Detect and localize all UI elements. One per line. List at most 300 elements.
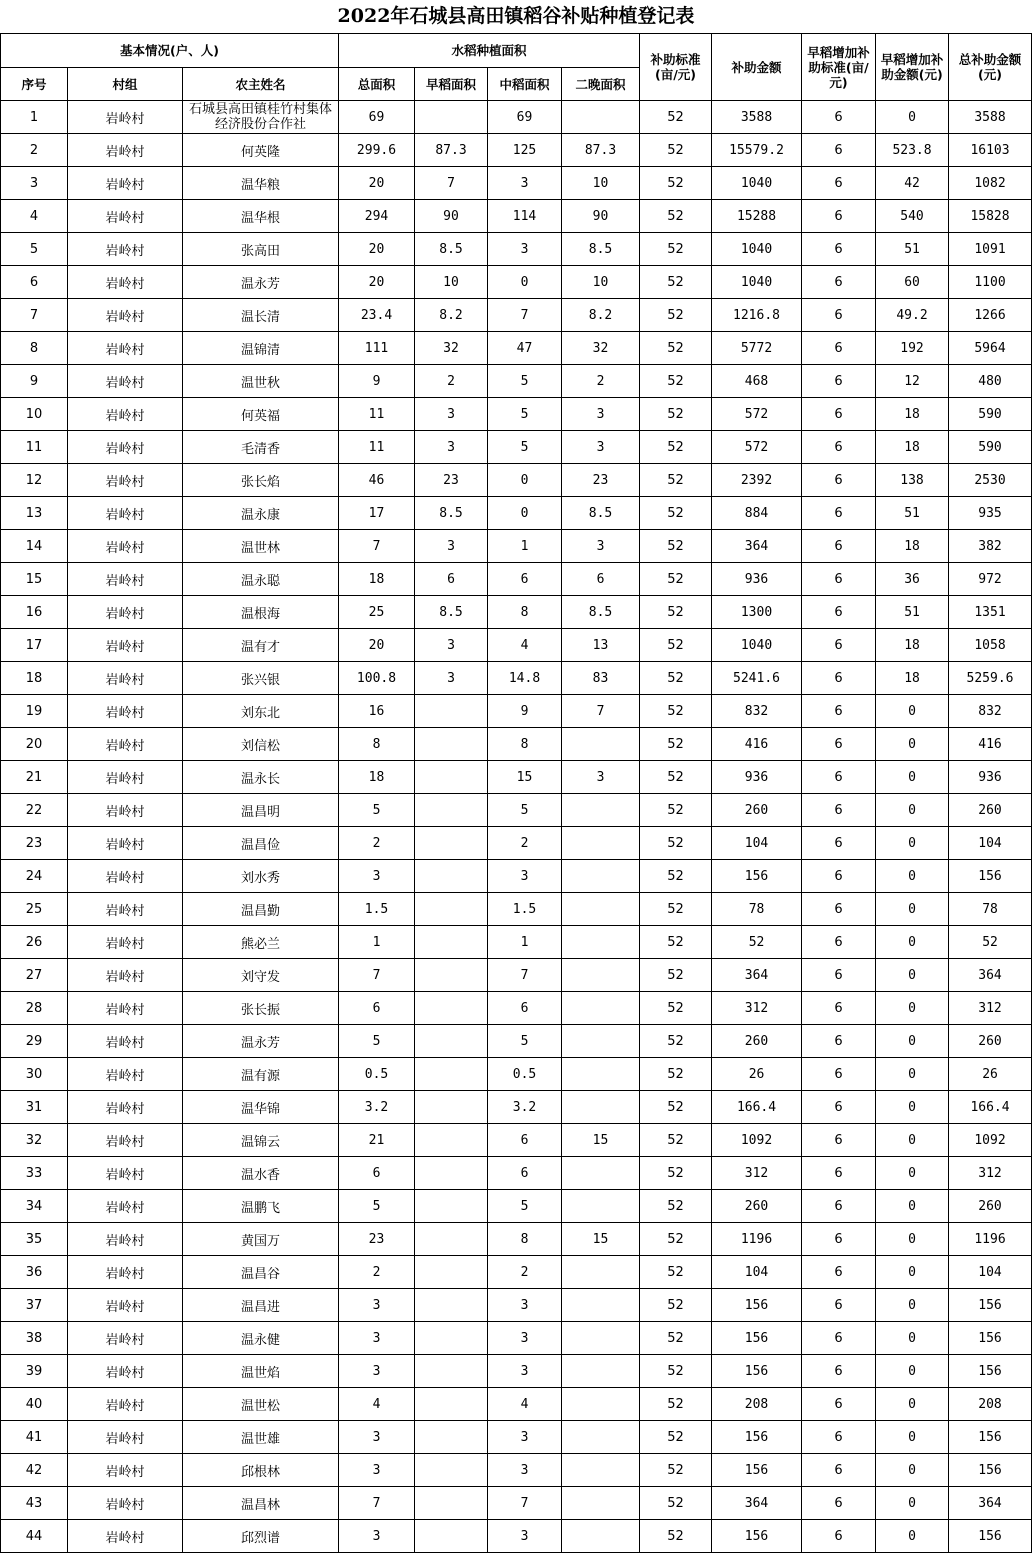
table-row	[1, 332, 1032, 365]
late-area-cell	[562, 728, 640, 761]
subsidy-amount-cell: 104	[712, 1256, 802, 1289]
early-area-cell: 3	[415, 398, 488, 431]
late-area-cell	[562, 1256, 640, 1289]
subsidy-amount-cell: 15288	[712, 200, 802, 233]
farmer-name-cell: 温昌俭	[183, 827, 339, 860]
table-row	[1, 563, 1032, 596]
early-area-cell	[415, 893, 488, 926]
subsidy-amount-cell: 15579.2	[712, 134, 802, 167]
total-area-cell: 1.5	[339, 893, 415, 926]
late-area-cell: 8.2	[562, 299, 640, 332]
village-cell: 岩岭村	[68, 662, 183, 695]
table-row	[1, 1190, 1032, 1223]
late-area-cell	[562, 1190, 640, 1223]
subsidy-amount-cell: 52	[712, 926, 802, 959]
early-area-cell: 10	[415, 266, 488, 299]
subsidy-amount-cell: 1040	[712, 266, 802, 299]
village-cell: 岩岭村	[68, 1421, 183, 1454]
total-amount-cell: 156	[949, 1421, 1032, 1454]
mid-area-cell: 8	[488, 1223, 562, 1256]
mid-area-cell: 4	[488, 629, 562, 662]
seq-cell: 28	[1, 992, 68, 1025]
mid-area-cell: 9	[488, 695, 562, 728]
total-amount-cell: 208	[949, 1388, 1032, 1421]
farmer-name-cell: 黄国万	[183, 1223, 339, 1256]
total-amount-cell: 1100	[949, 266, 1032, 299]
total-area-cell: 69	[339, 101, 415, 134]
subsidy-amount-cell: 104	[712, 827, 802, 860]
early-amount-cell: 0	[876, 728, 949, 761]
seq-cell: 37	[1, 1289, 68, 1322]
subsidy-standard-cell: 52	[640, 695, 712, 728]
total-area-cell: 5	[339, 1190, 415, 1223]
total-area-cell: 20	[339, 266, 415, 299]
seq-cell: 31	[1, 1091, 68, 1124]
village-cell: 岩岭村	[68, 1157, 183, 1190]
total-amount-cell: 78	[949, 893, 1032, 926]
total-area-cell: 0.5	[339, 1058, 415, 1091]
subsidy-standard-cell: 52	[640, 530, 712, 563]
early-standard-cell: 6	[802, 695, 876, 728]
total-area-cell: 5	[339, 1025, 415, 1058]
early-area-cell	[415, 1091, 488, 1124]
early-area-cell: 87.3	[415, 134, 488, 167]
subsidy-standard-cell: 52	[640, 464, 712, 497]
total-amount-cell: 156	[949, 1355, 1032, 1388]
early-amount-cell: 523.8	[876, 134, 949, 167]
farmer-name-cell: 石城县高田镇桂竹村集体经济股份合作社	[183, 101, 339, 134]
subsidy-amount-cell: 1092	[712, 1124, 802, 1157]
subsidy-standard-cell: 52	[640, 1322, 712, 1355]
late-area-cell: 3	[562, 431, 640, 464]
village-cell: 岩岭村	[68, 134, 183, 167]
total-amount-cell: 590	[949, 431, 1032, 464]
village-cell: 岩岭村	[68, 596, 183, 629]
early-standard-cell: 6	[802, 860, 876, 893]
mid-area-cell: 5	[488, 794, 562, 827]
seq-cell: 3	[1, 167, 68, 200]
early-area-cell: 6	[415, 563, 488, 596]
early-area-cell	[415, 1520, 488, 1553]
subsidy-standard-cell: 52	[640, 794, 712, 827]
table-row	[1, 1091, 1032, 1124]
early-amount-cell: 42	[876, 167, 949, 200]
total-area-cell: 25	[339, 596, 415, 629]
subsidy-amount-cell: 416	[712, 728, 802, 761]
early-standard-cell: 6	[802, 1223, 876, 1256]
early-area-cell	[415, 1025, 488, 1058]
early-standard-cell: 6	[802, 431, 876, 464]
mid-area-cell: 3	[488, 1421, 562, 1454]
early-amount-cell: 0	[876, 794, 949, 827]
total-amount-cell: 1266	[949, 299, 1032, 332]
total-area-cell: 16	[339, 695, 415, 728]
subsidy-amount-cell: 1040	[712, 629, 802, 662]
mid-area-cell: 0	[488, 497, 562, 530]
mid-area-cell: 15	[488, 761, 562, 794]
early-standard-cell: 6	[802, 530, 876, 563]
farmer-name-cell: 刘信松	[183, 728, 339, 761]
early-amount-cell: 0	[876, 1058, 949, 1091]
subsidy-amount-cell: 364	[712, 530, 802, 563]
village-cell: 岩岭村	[68, 959, 183, 992]
late-area-cell: 3	[562, 530, 640, 563]
table-row	[1, 101, 1032, 134]
village-cell: 岩岭村	[68, 1454, 183, 1487]
early-amount-cell: 18	[876, 530, 949, 563]
subsidy-amount-cell: 1216.8	[712, 299, 802, 332]
village-cell: 岩岭村	[68, 464, 183, 497]
late-area-cell	[562, 1355, 640, 1388]
early-amount-cell: 0	[876, 1289, 949, 1322]
mid-area-cell: 8	[488, 596, 562, 629]
seq-cell: 33	[1, 1157, 68, 1190]
late-area-cell: 83	[562, 662, 640, 695]
total-amount-cell: 3588	[949, 101, 1032, 134]
total-amount-cell: 832	[949, 695, 1032, 728]
early-area-cell: 8.2	[415, 299, 488, 332]
farmer-name-cell: 温昌谷	[183, 1256, 339, 1289]
mid-area-cell: 7	[488, 1487, 562, 1520]
farmer-name-cell: 温长清	[183, 299, 339, 332]
mid-area-cell: 3	[488, 1289, 562, 1322]
total-amount-cell: 1058	[949, 629, 1032, 662]
early-area-cell: 8.5	[415, 233, 488, 266]
mid-area-cell: 0.5	[488, 1058, 562, 1091]
subsidy-standard-cell: 52	[640, 563, 712, 596]
mid-area-cell: 3	[488, 233, 562, 266]
total-area-cell: 20	[339, 233, 415, 266]
mid-area-cell: 6	[488, 992, 562, 1025]
table-row	[1, 893, 1032, 926]
table-row	[1, 299, 1032, 332]
table-row	[1, 1157, 1032, 1190]
seq-cell: 42	[1, 1454, 68, 1487]
mid-area-cell: 5	[488, 365, 562, 398]
village-cell: 岩岭村	[68, 1223, 183, 1256]
subsidy-amount-cell: 936	[712, 761, 802, 794]
table-row	[1, 1223, 1032, 1256]
total-area-cell: 1	[339, 926, 415, 959]
total-amount-cell: 312	[949, 992, 1032, 1025]
village-cell: 岩岭村	[68, 431, 183, 464]
table-row	[1, 596, 1032, 629]
village-cell: 岩岭村	[68, 1256, 183, 1289]
total-area-cell: 111	[339, 332, 415, 365]
seq-cell: 19	[1, 695, 68, 728]
early-area-cell	[415, 1289, 488, 1322]
total-area-cell: 23	[339, 1223, 415, 1256]
village-cell: 岩岭村	[68, 332, 183, 365]
table-row	[1, 761, 1032, 794]
subsidy-standard-cell: 52	[640, 1058, 712, 1091]
late-area-cell: 6	[562, 563, 640, 596]
subsidy-standard-cell: 52	[640, 992, 712, 1025]
mid-area-cell: 4	[488, 1388, 562, 1421]
early-standard-cell: 6	[802, 992, 876, 1025]
mid-area-cell: 0	[488, 464, 562, 497]
subsidy-amount-cell: 1300	[712, 596, 802, 629]
early-standard-cell: 6	[802, 200, 876, 233]
early-area-cell: 32	[415, 332, 488, 365]
subsidy-standard-cell: 52	[640, 1421, 712, 1454]
farmer-name-cell: 温华锦	[183, 1091, 339, 1124]
total-amount-cell: 166.4	[949, 1091, 1032, 1124]
late-area-cell	[562, 893, 640, 926]
mid-area-cell: 7	[488, 299, 562, 332]
total-amount-cell: 156	[949, 1322, 1032, 1355]
early-standard-cell: 6	[802, 167, 876, 200]
early-area-cell: 23	[415, 464, 488, 497]
subsidy-amount-cell: 156	[712, 1322, 802, 1355]
mid-area-cell: 5	[488, 431, 562, 464]
seq-cell: 22	[1, 794, 68, 827]
early-area-cell	[415, 1223, 488, 1256]
table-row	[1, 827, 1032, 860]
seq-cell: 7	[1, 299, 68, 332]
total-area-cell: 100.8	[339, 662, 415, 695]
early-area-cell	[415, 860, 488, 893]
total-area-cell: 3	[339, 1355, 415, 1388]
seq-cell: 40	[1, 1388, 68, 1421]
late-area-cell: 8.5	[562, 596, 640, 629]
seq-cell: 30	[1, 1058, 68, 1091]
mid-area-cell: 6	[488, 1157, 562, 1190]
total-amount-cell: 156	[949, 1454, 1032, 1487]
mid-area-cell: 3	[488, 1520, 562, 1553]
early-area-cell	[415, 992, 488, 1025]
early-standard-cell: 6	[802, 596, 876, 629]
village-cell: 岩岭村	[68, 992, 183, 1025]
subsidy-standard-cell: 52	[640, 398, 712, 431]
subsidy-standard-cell: 52	[640, 1091, 712, 1124]
subsidy-amount-cell: 260	[712, 794, 802, 827]
early-amount-cell: 0	[876, 1520, 949, 1553]
early-standard-cell: 6	[802, 1157, 876, 1190]
subsidy-standard-cell: 52	[640, 365, 712, 398]
seq-cell: 23	[1, 827, 68, 860]
table-row	[1, 1124, 1032, 1157]
farmer-name-cell: 温永聪	[183, 563, 339, 596]
early-amount-cell: 0	[876, 1256, 949, 1289]
late-area-cell: 90	[562, 200, 640, 233]
early-amount-cell: 0	[876, 695, 949, 728]
late-area-cell	[562, 1388, 640, 1421]
farmer-name-cell: 温有才	[183, 629, 339, 662]
total-amount-cell: 156	[949, 1289, 1032, 1322]
header-rice-area: 水稻种植面积	[339, 34, 640, 68]
early-area-cell: 90	[415, 200, 488, 233]
early-area-cell: 3	[415, 629, 488, 662]
early-area-cell	[415, 794, 488, 827]
early-area-cell	[415, 728, 488, 761]
early-amount-cell: 0	[876, 1355, 949, 1388]
early-amount-cell: 0	[876, 1157, 949, 1190]
subsidy-amount-cell: 5772	[712, 332, 802, 365]
late-area-cell: 10	[562, 266, 640, 299]
total-area-cell: 21	[339, 1124, 415, 1157]
early-area-cell	[415, 827, 488, 860]
total-amount-cell: 2530	[949, 464, 1032, 497]
village-cell: 岩岭村	[68, 563, 183, 596]
mid-area-cell: 3	[488, 1454, 562, 1487]
farmer-name-cell: 温世雄	[183, 1421, 339, 1454]
subsidy-amount-cell: 156	[712, 860, 802, 893]
seq-cell: 14	[1, 530, 68, 563]
table-row	[1, 1322, 1032, 1355]
mid-area-cell: 69	[488, 101, 562, 134]
table-row	[1, 530, 1032, 563]
village-cell: 岩岭村	[68, 1388, 183, 1421]
subsidy-standard-cell: 52	[640, 1025, 712, 1058]
early-amount-cell: 51	[876, 596, 949, 629]
subsidy-standard-cell: 52	[640, 167, 712, 200]
total-amount-cell: 15828	[949, 200, 1032, 233]
subsidy-amount-cell: 1196	[712, 1223, 802, 1256]
early-standard-cell: 6	[802, 1388, 876, 1421]
late-area-cell	[562, 1454, 640, 1487]
total-area-cell: 23.4	[339, 299, 415, 332]
early-amount-cell: 0	[876, 1091, 949, 1124]
mid-area-cell: 2	[488, 827, 562, 860]
total-area-cell: 11	[339, 431, 415, 464]
early-area-cell: 8.5	[415, 596, 488, 629]
mid-area-cell: 6	[488, 1124, 562, 1157]
header-mid-area: 中稻面积	[488, 68, 562, 101]
seq-cell: 2	[1, 134, 68, 167]
village-cell: 岩岭村	[68, 1091, 183, 1124]
early-standard-cell: 6	[802, 893, 876, 926]
seq-cell: 21	[1, 761, 68, 794]
table-row	[1, 1058, 1032, 1091]
farmer-name-cell: 张长振	[183, 992, 339, 1025]
early-standard-cell: 6	[802, 1256, 876, 1289]
subsidy-amount-cell: 260	[712, 1025, 802, 1058]
farmer-name-cell: 温世林	[183, 530, 339, 563]
farmer-name-cell: 毛清香	[183, 431, 339, 464]
table-row	[1, 200, 1032, 233]
page-title: 2022年石城县高田镇稻谷补贴种植登记表	[337, 5, 695, 27]
farmer-name-cell: 温锦清	[183, 332, 339, 365]
total-amount-cell: 312	[949, 1157, 1032, 1190]
subsidy-amount-cell: 156	[712, 1355, 802, 1388]
mid-area-cell: 6	[488, 563, 562, 596]
early-standard-cell: 6	[802, 1454, 876, 1487]
seq-cell: 18	[1, 662, 68, 695]
farmer-name-cell: 温世焰	[183, 1355, 339, 1388]
early-area-cell: 7	[415, 167, 488, 200]
farmer-name-cell: 何英福	[183, 398, 339, 431]
early-area-cell	[415, 1355, 488, 1388]
late-area-cell	[562, 1091, 640, 1124]
total-area-cell: 7	[339, 959, 415, 992]
village-cell: 岩岭村	[68, 266, 183, 299]
farmer-name-cell: 张兴银	[183, 662, 339, 695]
late-area-cell	[562, 1520, 640, 1553]
early-standard-cell: 6	[802, 1487, 876, 1520]
subsidy-amount-cell: 156	[712, 1421, 802, 1454]
seq-cell: 9	[1, 365, 68, 398]
seq-cell: 44	[1, 1520, 68, 1553]
village-cell: 岩岭村	[68, 1289, 183, 1322]
total-amount-cell: 104	[949, 1256, 1032, 1289]
mid-area-cell: 3	[488, 167, 562, 200]
early-amount-cell: 0	[876, 1025, 949, 1058]
early-area-cell	[415, 101, 488, 134]
total-area-cell: 17	[339, 497, 415, 530]
late-area-cell	[562, 827, 640, 860]
table-row	[1, 794, 1032, 827]
farmer-name-cell: 温锦云	[183, 1124, 339, 1157]
total-area-cell: 20	[339, 629, 415, 662]
village-cell: 岩岭村	[68, 1124, 183, 1157]
early-amount-cell: 18	[876, 662, 949, 695]
seq-cell: 11	[1, 431, 68, 464]
total-area-cell: 3	[339, 860, 415, 893]
subsidy-standard-cell: 52	[640, 1223, 712, 1256]
early-amount-cell: 0	[876, 1322, 949, 1355]
mid-area-cell: 1	[488, 926, 562, 959]
table-header	[1, 34, 1032, 101]
subsidy-standard-cell: 52	[640, 1487, 712, 1520]
subsidy-standard-cell: 52	[640, 926, 712, 959]
seq-cell: 12	[1, 464, 68, 497]
seq-cell: 41	[1, 1421, 68, 1454]
early-area-cell	[415, 1190, 488, 1223]
total-area-cell: 2	[339, 827, 415, 860]
early-standard-cell: 6	[802, 827, 876, 860]
subsidy-standard-cell: 52	[640, 1388, 712, 1421]
subsidy-standard-cell: 52	[640, 200, 712, 233]
farmer-name-cell: 温世秋	[183, 365, 339, 398]
early-amount-cell: 18	[876, 398, 949, 431]
early-standard-cell: 6	[802, 464, 876, 497]
seq-cell: 29	[1, 1025, 68, 1058]
late-area-cell: 13	[562, 629, 640, 662]
mid-area-cell: 5	[488, 398, 562, 431]
early-amount-cell: 0	[876, 893, 949, 926]
subsidy-standard-cell: 52	[640, 1454, 712, 1487]
mid-area-cell: 125	[488, 134, 562, 167]
table-row	[1, 926, 1032, 959]
early-area-cell	[415, 1454, 488, 1487]
table-row	[1, 266, 1032, 299]
table-row	[1, 629, 1032, 662]
early-standard-cell: 6	[802, 1091, 876, 1124]
subsidy-standard-cell: 52	[640, 761, 712, 794]
total-area-cell: 294	[339, 200, 415, 233]
seq-cell: 25	[1, 893, 68, 926]
late-area-cell: 7	[562, 695, 640, 728]
early-amount-cell: 0	[876, 1388, 949, 1421]
subsidy-amount-cell: 3588	[712, 101, 802, 134]
mid-area-cell: 3.2	[488, 1091, 562, 1124]
early-area-cell	[415, 1487, 488, 1520]
early-standard-cell: 6	[802, 365, 876, 398]
village-cell: 岩岭村	[68, 1322, 183, 1355]
table-row	[1, 1355, 1032, 1388]
early-area-cell	[415, 1388, 488, 1421]
late-area-cell	[562, 1322, 640, 1355]
late-area-cell: 87.3	[562, 134, 640, 167]
subsidy-amount-cell: 364	[712, 1487, 802, 1520]
mid-area-cell: 0	[488, 266, 562, 299]
total-amount-cell: 260	[949, 1025, 1032, 1058]
table-row	[1, 992, 1032, 1025]
table-row	[1, 1421, 1032, 1454]
total-amount-cell: 382	[949, 530, 1032, 563]
village-cell: 岩岭村	[68, 497, 183, 530]
